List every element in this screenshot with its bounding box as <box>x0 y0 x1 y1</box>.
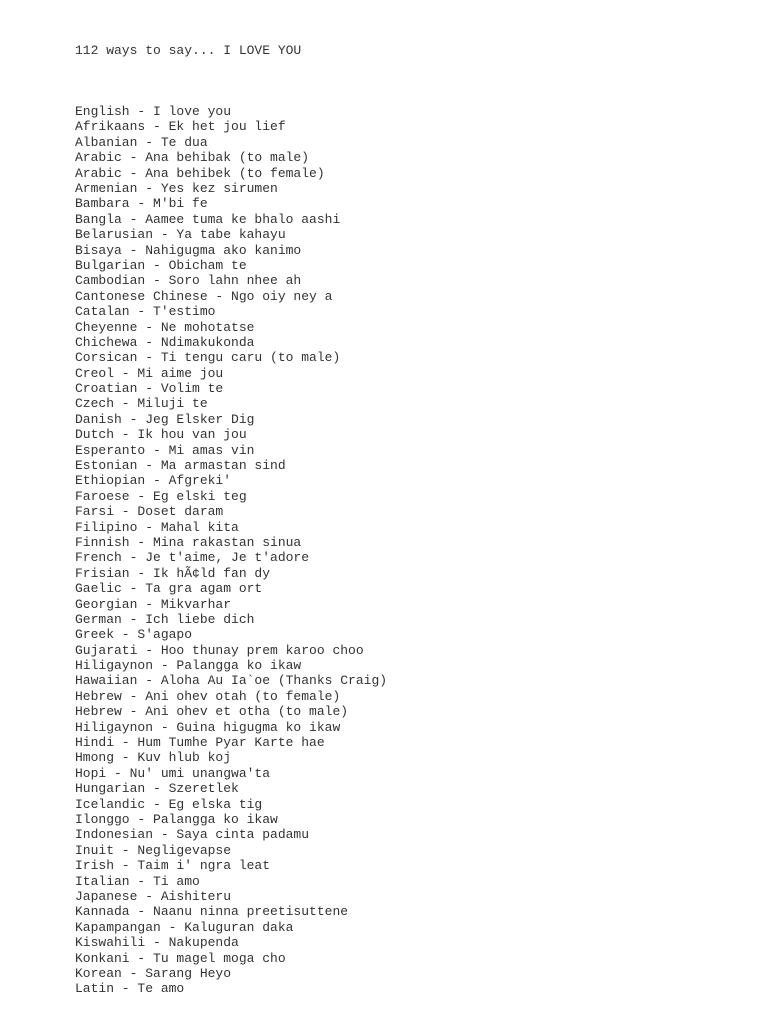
document-page <box>75 12 387 1012</box>
phrase-line: Inuit - Negligevapse <box>75 842 232 858</box>
phrase-line: Italian - Ti amo <box>75 873 200 889</box>
phrase-line: Greek - S'agapo <box>75 627 193 643</box>
phrase-line: Hmong - Kuv hlub koj <box>75 750 232 766</box>
phrase-line: Bambara - M'bi fe <box>75 196 208 212</box>
phrase-line: Icelandic - Eg elska tig <box>75 796 263 812</box>
phrase-line: Gaelic - Ta gra agam ort <box>75 581 263 597</box>
phrase-line: Hiligaynon - Palangga ko ikaw <box>75 658 302 674</box>
phrase-line: Armenian - Yes kez sirumen <box>75 180 278 196</box>
phrase-line: Arabic - Ana behibak (to male) <box>75 150 310 166</box>
phrase-line: Hebrew - Ani ohev otah (to female) <box>75 688 341 704</box>
phrase-line: Kiswahili - Nakupenda <box>75 935 239 951</box>
phrase-line: Hiligaynon - Guina higugma ko ikaw <box>75 719 341 735</box>
phrase-line: Chichewa - Ndimakukonda <box>75 334 255 350</box>
phrase-line: French - Je t'aime, Je t'adore <box>75 550 310 566</box>
phrase-line: Hopi - Nu' umi unangwa'ta <box>75 765 271 781</box>
phrase-line: German - Ich liebe dich <box>75 611 255 627</box>
phrase-line: Frisian - Ik hÃ¢ld fan dy <box>75 565 271 581</box>
phrase-line: Catalan - T'estimo <box>75 304 216 320</box>
phrase-line: Kannada - Naanu ninna preetisuttene <box>75 904 349 920</box>
phrase-line: Cambodian - Soro lahn nhee ah <box>75 273 302 289</box>
phrase-line: Hebrew - Ani ohev et otha (to male) <box>75 704 349 720</box>
phrase-line: Danish - Jeg Elsker Dig <box>75 411 255 427</box>
phrase-line: Czech - Miluji te <box>75 396 208 412</box>
phrase-line: English - I love you <box>75 104 232 120</box>
phrase-line: Hindi - Hum Tumhe Pyar Karte hae <box>75 735 325 751</box>
phrase-line: Albanian - Te dua <box>75 134 208 150</box>
phrase-line: Croatian - Volim te <box>75 381 224 397</box>
phrase-line: Georgian - Mikvarhar <box>75 596 232 612</box>
phrase-line: Finnish - Mina rakastan sinua <box>75 534 302 550</box>
phrase-line: Latin - Te amo <box>75 981 185 997</box>
phrase-line: Bangla - Aamee tuma ke bhalo aashi <box>75 211 341 227</box>
phrase-line: Hungarian - Szeretlek <box>75 781 239 797</box>
phrase-line: Konkani - Tu magel moga cho <box>75 950 286 966</box>
phrase-line: Gujarati - Hoo thunay prem karoo choo <box>75 642 364 658</box>
phrase-line: Cheyenne - Ne mohotatse <box>75 319 255 335</box>
phrase-line: Dutch - Ik hou van jou <box>75 427 247 443</box>
phrase-line: Indonesian - Saya cinta padamu <box>75 827 310 843</box>
phrase-line: Creol - Mi aime jou <box>75 365 224 381</box>
phrase-line: Afrikaans - Ek het jou lief <box>75 119 286 135</box>
phrase-line: Faroese - Eg elski teg <box>75 488 247 504</box>
phrase-line: Filipino - Mahal kita <box>75 519 239 535</box>
phrase-line: Estonian - Ma armastan sind <box>75 458 286 474</box>
phrase-line: Bulgarian - Obicham te <box>75 257 247 273</box>
phrase-line: Bisaya - Nahigugma ako kanimo <box>75 242 302 258</box>
phrase-line: Ethiopian - Afgreki' <box>75 473 232 489</box>
phrase-line: Cantonese Chinese - Ngo oiy ney a <box>75 288 333 304</box>
phrase-line: Irish - Taim i' ngra leat <box>75 858 271 874</box>
phrase-line: Corsican - Ti tengu caru (to male) <box>75 350 341 366</box>
phrase-line: Belarusian - Ya tabe kahayu <box>75 227 286 243</box>
phrase-line: Japanese - Aishiteru <box>75 888 232 904</box>
document-title: 112 ways to say... I LOVE YOU <box>75 42 302 58</box>
phrase-line: Korean - Sarang Heyo <box>75 965 232 981</box>
phrase-line: Hawaiian - Aloha Au Ia`oe (Thanks Craig) <box>75 673 388 689</box>
phrase-line: Kapampangan - Kaluguran daka <box>75 919 294 935</box>
phrase-line: Arabic - Ana behibek (to female) <box>75 165 325 181</box>
phrase-line: Esperanto - Mi amas vin <box>75 442 255 458</box>
phrase-list <box>75 104 387 997</box>
phrase-line: Ilonggo - Palangga ko ikaw <box>75 812 278 827</box>
phrase-line: Farsi - Doset daram <box>75 504 224 520</box>
